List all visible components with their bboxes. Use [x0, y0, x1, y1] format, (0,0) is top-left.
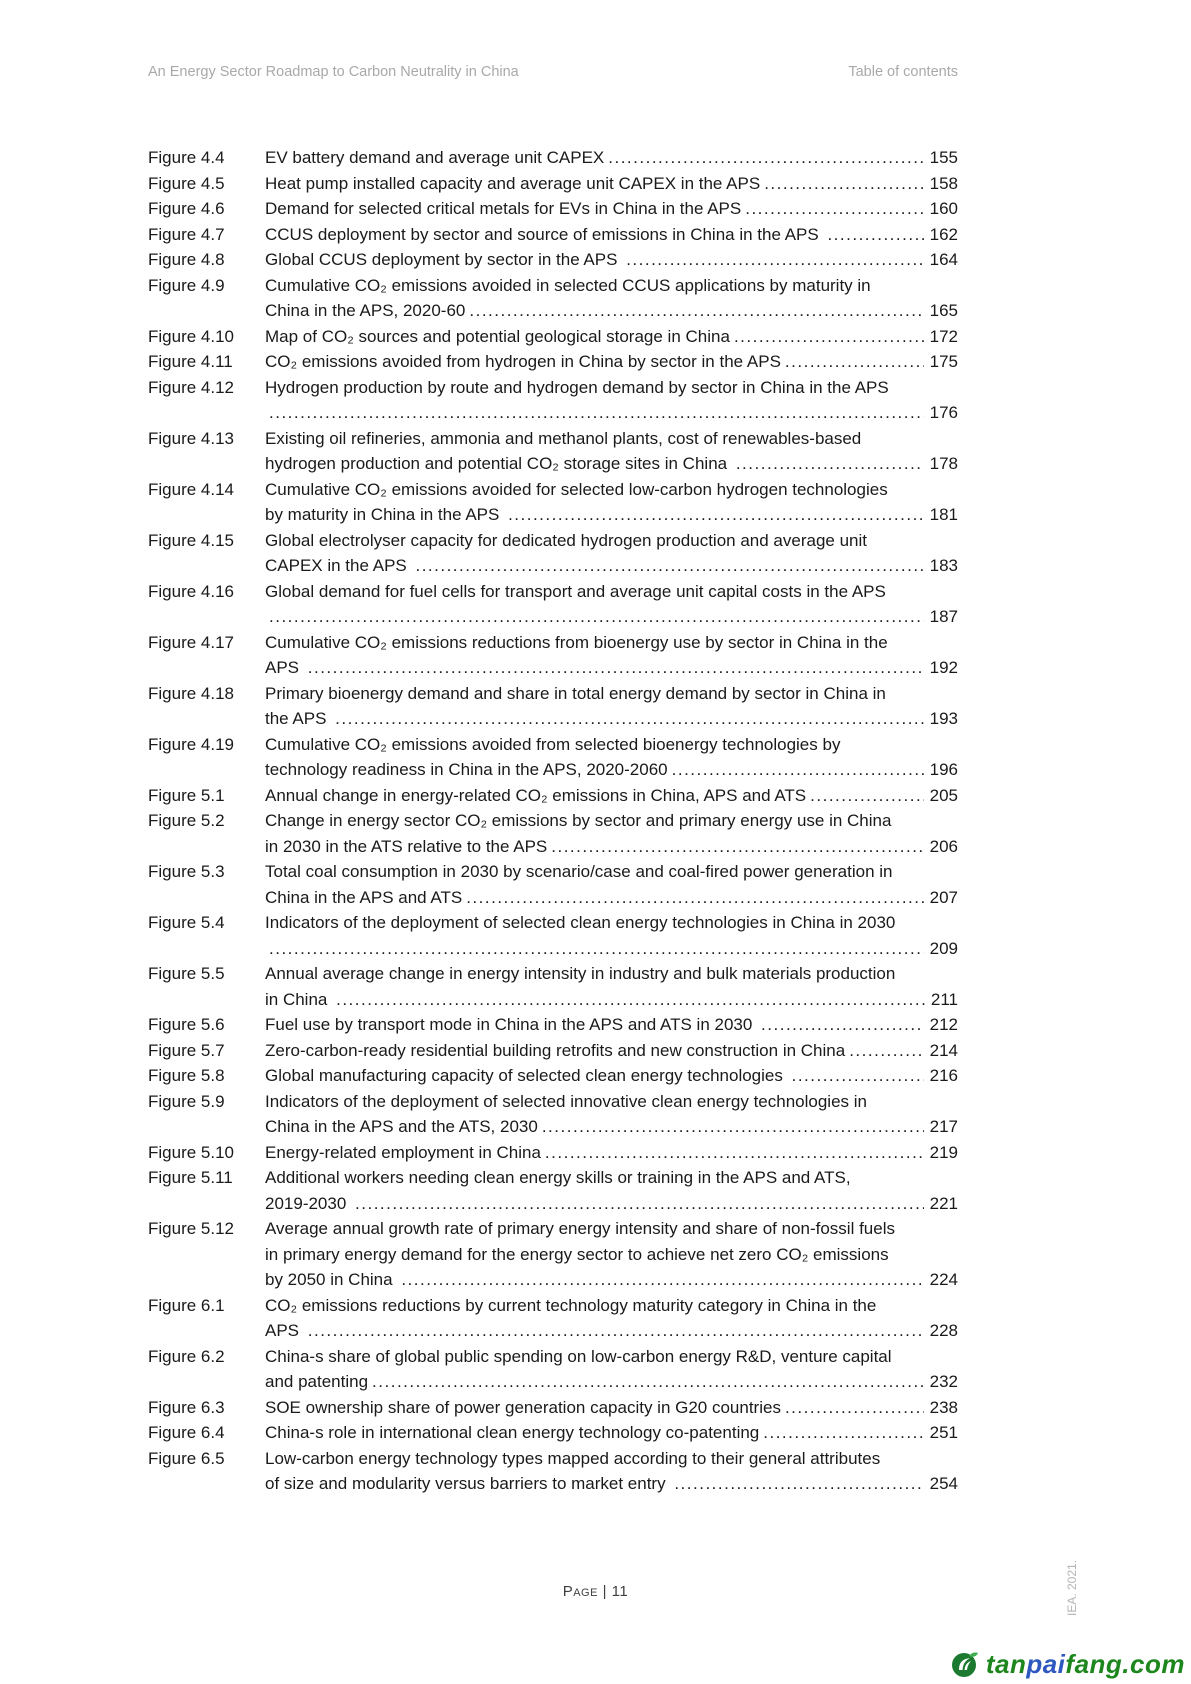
toc-entry[interactable] — [148, 145, 958, 171]
dot-leader — [608, 145, 923, 171]
caption-text: APS — [265, 658, 304, 677]
caption-line: Change in energy sector CO₂ emissions by sector and primary energy use in China — [265, 811, 892, 830]
tanpaifang-logo-icon — [951, 1650, 979, 1678]
page-ref: 232 — [929, 1372, 958, 1391]
caption-line: Cumulative CO₂ emissions avoided in selected CCUS applications by maturity in — [265, 275, 871, 295]
figure-caption — [265, 961, 958, 1012]
site-watermark-text — [986, 1650, 1185, 1678]
caption-text: of size and modularity versus barriers to market entry — [265, 1474, 671, 1493]
page-ref: 214 — [929, 1040, 958, 1060]
caption-text: SOE ownership share of power generation capacity in G20 countries — [265, 1397, 781, 1417]
caption-line: Low-carbon energy technology types mapped according to their general attributes — [265, 1448, 881, 1468]
figure-caption — [265, 808, 958, 859]
figure-caption — [265, 1446, 958, 1497]
figure-caption — [265, 1063, 958, 1089]
toc-entry[interactable] — [148, 1038, 958, 1064]
figure-label: Figure 4.5 — [148, 173, 225, 193]
caption-line — [265, 604, 958, 630]
caption-line: Global demand for fuel cells for transport and average unit capital costs in the APS — [265, 581, 886, 601]
figure-label: Figure 5.9 — [148, 1091, 225, 1111]
page-ref: 181 — [929, 505, 958, 524]
caption-line — [265, 171, 958, 197]
figure-caption — [265, 630, 958, 681]
caption-line — [265, 1395, 958, 1421]
figure-caption — [265, 1293, 958, 1344]
figure-label: Figure 4.16 — [148, 581, 234, 601]
caption-line: Indicators of the deployment of selected innovative clean energy technologies in — [265, 1091, 867, 1111]
dot-leader — [792, 1063, 924, 1089]
dot-leader — [469, 298, 923, 324]
page-ref: 254 — [929, 1474, 958, 1493]
toc-entry[interactable] — [148, 1140, 958, 1166]
dot-leader — [672, 757, 924, 783]
page-ref: 164 — [929, 250, 958, 269]
site-watermark-part: fang.com — [1065, 1649, 1185, 1679]
caption-line — [265, 655, 958, 681]
caption-text: China-s role in international clean energy technology co-patenting — [265, 1423, 760, 1442]
page-ref: 155 — [929, 148, 958, 167]
caption-line: Primary bioenergy demand and share in total energy demand by sector in China in — [265, 683, 886, 703]
figure-label: Figure 4.4 — [148, 148, 225, 167]
caption-text: Global CCUS deployment by sector in the APS — [265, 250, 623, 269]
figure-label: Figure 5.12 — [148, 1219, 234, 1238]
figure-label: Figure 5.8 — [148, 1066, 225, 1085]
page-ref: 251 — [929, 1423, 958, 1442]
toc-entry[interactable] — [148, 859, 958, 910]
caption-line: Cumulative CO₂ emissions avoided from selected bioenergy technologies by — [265, 734, 841, 754]
caption-line — [265, 834, 958, 860]
page-ref: 216 — [929, 1066, 958, 1085]
figure-caption — [265, 910, 958, 961]
site-watermark — [951, 1650, 1185, 1678]
page-ref: 193 — [929, 709, 958, 728]
figure-caption — [265, 324, 958, 350]
caption-line — [265, 1369, 958, 1395]
caption-line — [265, 553, 958, 579]
figure-caption — [265, 732, 958, 783]
page-ref: 158 — [929, 173, 958, 193]
figure-caption — [265, 1089, 958, 1140]
page-ref: 175 — [929, 352, 958, 371]
dot-leader — [308, 655, 924, 681]
caption-line: Hydrogen production by route and hydrogen demand by sector in China in the APS — [265, 377, 889, 397]
figure-caption — [265, 477, 958, 528]
toc-entry[interactable] — [148, 1165, 958, 1216]
caption-text: technology readiness in China in the APS, 2020-2060 — [265, 760, 668, 779]
toc-entry[interactable] — [148, 732, 958, 783]
toc-entry[interactable] — [148, 808, 958, 859]
page-ref: 206 — [929, 836, 958, 856]
caption-line: in primary energy demand for the energy sector to achieve net zero CO₂ emissions — [265, 1244, 889, 1264]
page-ref: 205 — [929, 785, 958, 805]
dot-leader — [827, 222, 923, 248]
caption-line: China-s share of global public spending on low-carbon energy R&D, venture capital — [265, 1346, 892, 1366]
figure-label: Figure 5.1 — [148, 785, 225, 805]
toc-entry[interactable] — [148, 1012, 958, 1038]
toc-entry[interactable] — [148, 247, 958, 273]
figure-caption — [265, 1344, 958, 1395]
caption-line — [265, 1420, 958, 1446]
toc-entry[interactable] — [148, 579, 958, 630]
caption-line — [265, 1012, 958, 1038]
caption-text: in China — [265, 989, 333, 1009]
toc-entry[interactable] — [148, 349, 958, 375]
caption-text: Annual change in energy-related CO₂ emissions in China, APS and ATS — [265, 785, 807, 805]
figure-caption — [265, 1420, 958, 1446]
toc-entry[interactable] — [148, 196, 958, 222]
caption-text: Global manufacturing capacity of selected clean energy technologies — [265, 1066, 788, 1085]
caption-line — [265, 1267, 958, 1293]
caption-line — [265, 1114, 958, 1140]
dot-leader — [542, 1114, 924, 1140]
figure-label: Figure 6.2 — [148, 1346, 225, 1366]
caption-line: Additional workers needing clean energy skills or training in the APS and ATS, — [265, 1168, 851, 1187]
dot-leader — [269, 936, 924, 962]
caption-line: Global electrolyser capacity for dedicated hydrogen production and average unit — [265, 530, 867, 550]
dot-leader — [849, 1038, 923, 1064]
dot-leader — [355, 1191, 924, 1217]
figure-label: Figure 4.17 — [148, 632, 234, 652]
caption-line — [265, 502, 958, 528]
toc-entry[interactable] — [148, 426, 958, 477]
toc-entry[interactable] — [148, 1216, 958, 1293]
caption-line — [265, 247, 958, 273]
figure-label: Figure 5.3 — [148, 862, 225, 881]
caption-text: hydrogen production and potential CO₂ storage sites in China — [265, 454, 732, 473]
dot-leader — [764, 171, 923, 197]
dot-leader — [269, 400, 924, 426]
caption-text: Heat pump installed capacity and average unit CAPEX in the APS — [265, 173, 761, 193]
caption-line — [265, 349, 958, 375]
figure-label: Figure 5.2 — [148, 811, 225, 830]
toc-entry[interactable] — [148, 171, 958, 197]
site-watermark-part: tan — [985, 1649, 1027, 1679]
figure-label: Figure 4.19 — [148, 734, 234, 754]
figure-label: Figure 5.6 — [148, 1015, 225, 1034]
figure-label: Figure 5.11 — [148, 1168, 233, 1187]
page-ref: 162 — [929, 224, 958, 244]
toc-entry[interactable] — [148, 375, 958, 426]
caption-line — [265, 1318, 958, 1344]
caption-line: Average annual growth rate of primary energy intensity and share of non-fossil fuels — [265, 1219, 895, 1238]
toc-entry[interactable] — [148, 1395, 958, 1421]
caption-text: Energy-related employment in China — [265, 1142, 541, 1162]
page-ref: 196 — [929, 760, 958, 779]
page-ref: 176 — [929, 403, 958, 422]
toc-entry[interactable] — [148, 630, 958, 681]
caption-text: CAPEX in the APS — [265, 556, 412, 575]
figure-caption — [265, 145, 958, 171]
figure-label: Figure 6.5 — [148, 1448, 225, 1468]
caption-line — [265, 706, 958, 732]
caption-text: 2019-2030 — [265, 1193, 352, 1213]
caption-line — [265, 196, 958, 222]
page-ref: 165 — [929, 301, 958, 320]
caption-text: in 2030 in the ATS relative to the APS — [265, 836, 548, 856]
figure-label: Figure 4.9 — [148, 275, 225, 295]
figure-label: Figure 5.4 — [148, 913, 225, 932]
page-ref: 219 — [929, 1142, 958, 1162]
figure-caption — [265, 1395, 958, 1421]
caption-line — [265, 987, 958, 1013]
running-header — [148, 64, 958, 80]
toc-entry[interactable] — [148, 1089, 958, 1140]
page-ref: 209 — [929, 938, 958, 958]
page-ref: 238 — [929, 1397, 958, 1417]
caption-line: Cumulative CO₂ emissions avoided for selected low-carbon hydrogen technologies — [265, 479, 888, 499]
caption-line — [265, 1191, 958, 1217]
toc-entry[interactable] — [148, 222, 958, 248]
dot-leader — [269, 604, 924, 630]
dot-leader — [763, 1420, 923, 1446]
figure-label: Figure 5.10 — [148, 1142, 234, 1162]
figure-label: Figure 6.3 — [148, 1397, 225, 1417]
page-ref: 178 — [929, 454, 958, 473]
figure-label: Figure 4.14 — [148, 479, 234, 499]
toc-entry[interactable] — [148, 1063, 958, 1089]
caption-text: CCUS deployment by sector and source of emissions in China in the APS — [265, 224, 824, 244]
figure-label: Figure 4.18 — [148, 683, 234, 703]
caption-line — [265, 400, 958, 426]
figure-caption — [265, 579, 958, 630]
toc-entry[interactable] — [148, 324, 958, 350]
page-ref: 217 — [929, 1117, 958, 1136]
caption-line — [265, 222, 958, 248]
page-number-label: Page | 11 — [562, 1583, 629, 1600]
caption-line: Total coal consumption in 2030 by scenario/case and coal-fired power generation in — [265, 862, 893, 881]
page-ref: 187 — [929, 607, 958, 626]
figure-caption — [265, 681, 958, 732]
toc-entry[interactable] — [148, 681, 958, 732]
caption-line — [265, 936, 958, 962]
caption-line — [265, 145, 958, 171]
figure-caption — [265, 349, 958, 375]
dot-leader — [466, 885, 923, 911]
site-watermark-part: pai — [1026, 1649, 1066, 1679]
caption-text: and patenting — [265, 1372, 369, 1391]
dot-leader — [761, 1012, 924, 1038]
figure-caption — [265, 1216, 958, 1293]
caption-line: Annual average change in energy intensity in industry and bulk materials production — [265, 964, 896, 983]
figure-label: Figure 5.5 — [148, 964, 225, 983]
toc-entry[interactable] — [148, 961, 958, 1012]
toc-entry[interactable] — [148, 783, 958, 809]
dot-leader — [508, 502, 924, 528]
dot-leader — [745, 196, 923, 222]
caption-text: EV battery demand and average unit CAPEX — [265, 148, 605, 167]
figure-label: Figure 4.13 — [148, 428, 234, 448]
dot-leader — [736, 451, 924, 477]
dot-leader — [308, 1318, 924, 1344]
page-ref: 192 — [929, 658, 958, 677]
figure-label: Figure 4.10 — [148, 326, 234, 346]
caption-line — [265, 1471, 958, 1497]
page-ref: 183 — [929, 556, 958, 575]
dot-leader — [734, 324, 924, 350]
caption-line — [265, 451, 958, 477]
figure-label: Figure 4.7 — [148, 224, 225, 244]
figure-label: Figure 5.7 — [148, 1040, 225, 1060]
header-document-title: An Energy Sector Roadmap to Carbon Neutrality in China — [148, 64, 519, 80]
caption-line: Indicators of the deployment of selected clean energy technologies in China in 2030 — [265, 913, 896, 932]
figure-caption — [265, 222, 958, 248]
dot-leader — [626, 247, 923, 273]
figure-label: Figure 4.15 — [148, 530, 234, 550]
caption-line — [265, 1063, 958, 1089]
figure-caption — [265, 375, 958, 426]
toc-entry[interactable] — [148, 1420, 958, 1446]
toc-entry[interactable] — [148, 477, 958, 528]
page-ref: 228 — [929, 1321, 958, 1340]
toc-entry[interactable] — [148, 1446, 958, 1497]
copyright-side-note: IEA. 2021. — [1065, 1559, 1079, 1616]
figure-caption — [265, 171, 958, 197]
caption-text: Map of CO₂ sources and potential geological storage in China — [265, 326, 730, 346]
caption-text: APS — [265, 1321, 304, 1340]
caption-text: the APS — [265, 709, 332, 728]
caption-text: China in the APS, 2020-60 — [265, 301, 466, 320]
caption-text: by 2050 in China — [265, 1270, 398, 1289]
dot-leader — [810, 783, 923, 809]
figure-label: Figure 4.8 — [148, 250, 225, 269]
caption-text: Demand for selected critical metals for EVs in China in the APS — [265, 199, 742, 218]
caption-line — [265, 757, 958, 783]
toc-entry[interactable] — [148, 1344, 958, 1395]
toc-entry[interactable] — [148, 273, 958, 324]
dot-leader — [674, 1471, 923, 1497]
caption-line — [265, 1140, 958, 1166]
page-ref: 224 — [929, 1270, 958, 1289]
dot-leader — [551, 834, 923, 860]
dot-leader — [372, 1369, 924, 1395]
figure-caption — [265, 528, 958, 579]
toc-entry[interactable] — [148, 910, 958, 961]
figure-caption — [265, 426, 958, 477]
figure-caption — [265, 196, 958, 222]
dot-leader — [785, 349, 924, 375]
figure-caption — [265, 783, 958, 809]
caption-line — [265, 885, 958, 911]
dot-leader — [785, 1395, 924, 1421]
figure-label: Figure 4.11 — [148, 352, 233, 371]
caption-text: Fuel use by transport mode in China in the APS and ATS in 2030 — [265, 1015, 758, 1034]
figure-caption — [265, 1038, 958, 1064]
caption-line — [265, 1038, 958, 1064]
figure-label: Figure 4.12 — [148, 377, 234, 397]
caption-text: China in the APS and ATS — [265, 887, 463, 907]
dot-leader — [415, 553, 923, 579]
figure-caption — [265, 1140, 958, 1166]
toc-list — [148, 145, 958, 1497]
dot-leader — [545, 1140, 924, 1166]
page-ref: 212 — [929, 1015, 958, 1034]
page-ref: 221 — [929, 1193, 958, 1213]
caption-text: CO₂ emissions avoided from hydrogen in China by sector in the APS — [265, 352, 781, 371]
dot-leader — [335, 706, 923, 732]
dot-leader — [336, 987, 925, 1013]
figure-caption — [265, 859, 958, 910]
figure-caption — [265, 273, 958, 324]
page-ref: 160 — [929, 199, 958, 218]
toc-entry[interactable] — [148, 528, 958, 579]
dot-leader — [401, 1267, 923, 1293]
caption-line — [265, 324, 958, 350]
figure-caption — [265, 1165, 958, 1216]
figure-label: Figure 4.6 — [148, 199, 225, 218]
page-ref: 207 — [929, 887, 958, 907]
figure-label: Figure 6.4 — [148, 1423, 225, 1442]
figure-label: Figure 6.1 — [148, 1295, 225, 1315]
page-ref: 211 — [930, 989, 958, 1009]
header-section-title: Table of contents — [848, 64, 958, 80]
caption-line: Existing oil refineries, ammonia and methanol plants, cost of renewables-based — [265, 428, 862, 448]
figure-caption — [265, 247, 958, 273]
toc-entry[interactable] — [148, 1293, 958, 1344]
caption-line — [265, 783, 958, 809]
caption-line: Cumulative CO₂ emissions reductions from bioenergy use by sector in China in the — [265, 632, 888, 652]
caption-line: CO₂ emissions reductions by current technology maturity category in China in the — [265, 1295, 877, 1315]
caption-text: by maturity in China in the APS — [265, 505, 505, 524]
caption-text: China in the APS and the ATS, 2030 — [265, 1117, 538, 1136]
figure-caption — [265, 1012, 958, 1038]
caption-line — [265, 298, 958, 324]
caption-text: Zero-carbon-ready residential building retrofits and new construction in China — [265, 1040, 846, 1060]
page-ref: 172 — [929, 326, 958, 346]
